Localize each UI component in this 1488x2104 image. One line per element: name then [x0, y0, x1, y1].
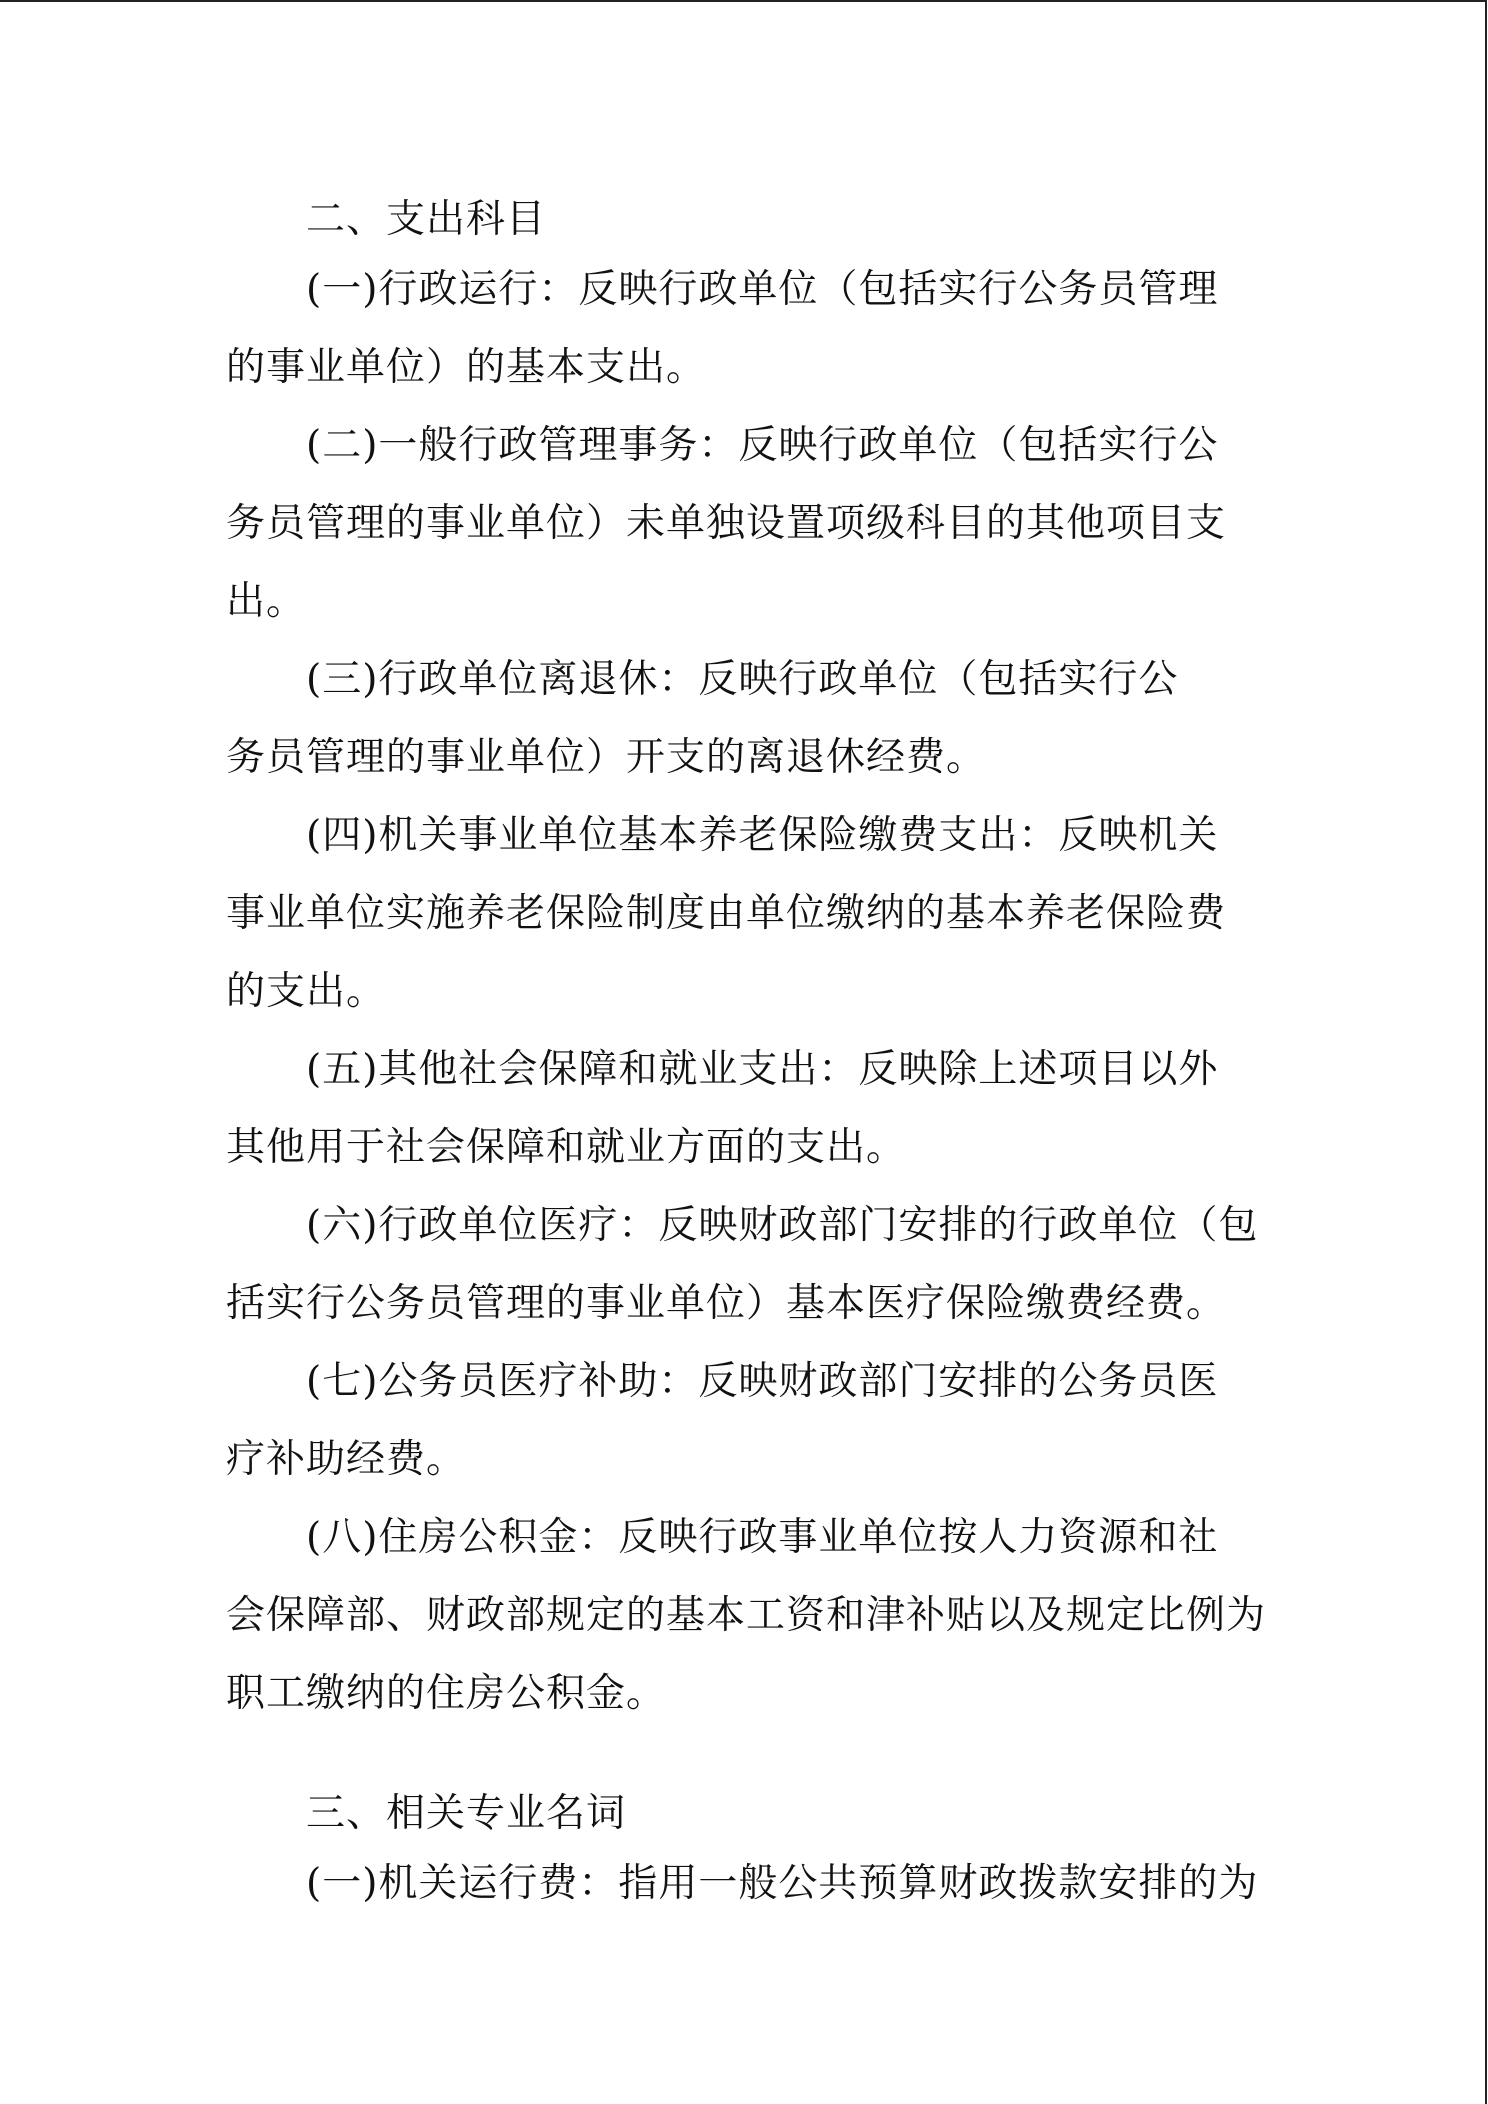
paragraph-line: (一)机关运行费：指用一般公共预算财政拨款安排的为: [306, 1861, 1259, 1906]
paragraph-line: 会保障部、财政部规定的基本工资和津补贴以及规定比例为: [226, 1593, 1267, 1638]
paragraph-line: 的事业单位）的基本支出。: [226, 345, 707, 390]
paragraph-line: 务员管理的事业单位）未单独设置项级科目的其他项目支: [226, 501, 1227, 546]
paragraph-line: (四)机关事业单位基本养老保险缴费支出：反映机关: [306, 813, 1219, 858]
paragraph-line: 务员管理的事业单位）开支的离退休经费。: [226, 735, 987, 780]
paragraph-line: (七)公务员医疗补助：反映财政部门安排的公务员医: [306, 1359, 1219, 1404]
paragraph-line: 疗补助经费。: [226, 1437, 467, 1482]
paragraph-line: 出。: [226, 579, 307, 624]
paragraph-line: (六)行政单位医疗：反映财政部门安排的行政单位（包: [306, 1203, 1259, 1248]
section-heading-terms: 三、相关专业名词: [306, 1791, 627, 1836]
paragraph-line: (二)一般行政管理事务：反映行政单位（包括实行公: [306, 423, 1219, 468]
paragraph-line: (一)行政运行：反映行政单位（包括实行公务员管理: [306, 267, 1219, 312]
paragraph-line: (八)住房公积金：反映行政事业单位按人力资源和社: [306, 1515, 1219, 1560]
paragraph-line: 事业单位实施养老保险制度由单位缴纳的基本养老保险费: [226, 891, 1227, 936]
section-heading-expenditure: 二、支出科目: [306, 197, 547, 242]
paragraph-line: 括实行公务员管理的事业单位）基本医疗保险缴费经费。: [226, 1281, 1227, 1326]
paragraph-line: 其他用于社会保障和就业方面的支出。: [226, 1125, 907, 1170]
paragraph-line: (五)其他社会保障和就业支出：反映除上述项目以外: [306, 1047, 1219, 1092]
paragraph-line: 的支出。: [226, 969, 387, 1014]
paragraph-line: (三)行政单位离退休：反映行政单位（包括实行公: [306, 657, 1179, 702]
paragraph-line: 职工缴纳的住房公积金。: [226, 1671, 667, 1716]
